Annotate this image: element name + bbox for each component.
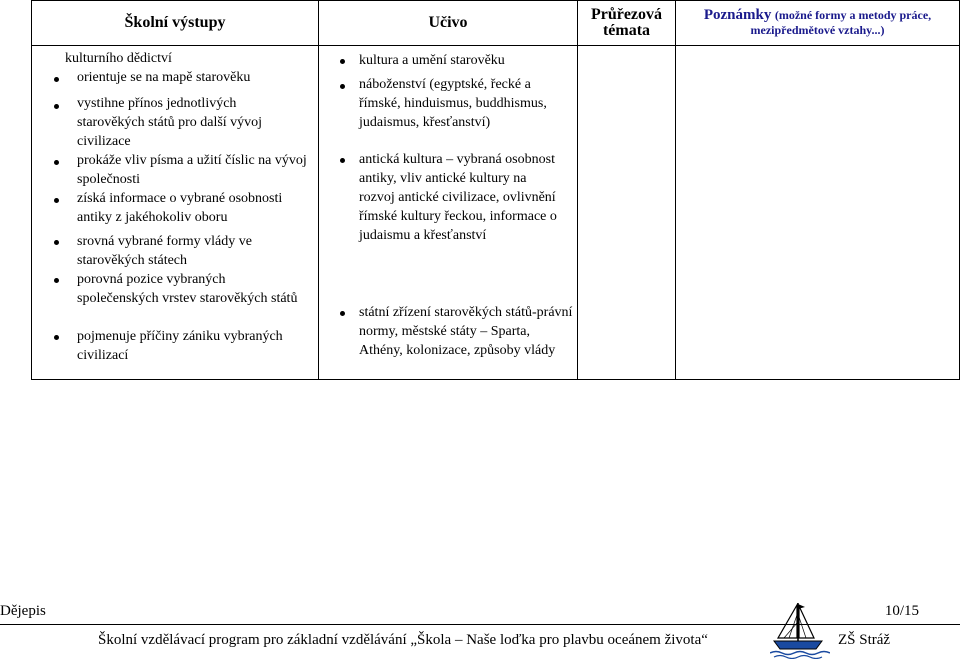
outcomes-cell xyxy=(32,46,319,380)
outcome-item: pojmenuje příčiny zániku vybraných civilizací xyxy=(77,329,283,363)
bullet-icon xyxy=(54,335,59,340)
outcome-item: kulturního dědictví xyxy=(65,51,172,66)
outcome-item: prokáže vliv písma a užití číslic na vývoj společnosti xyxy=(77,153,307,187)
footer-page-number: 10/15 xyxy=(884,603,919,619)
outcome-item: vystihne přínos jednotlivých starověkých států pro další vývoj civilizace xyxy=(77,96,263,149)
outcome-item: získá informace o vybrané osobnosti antiky z jakéhokoliv oboru xyxy=(77,191,283,225)
header-notes xyxy=(676,1,960,46)
bullet-icon xyxy=(54,160,59,165)
bullet-icon xyxy=(54,198,59,203)
body-row xyxy=(32,46,960,380)
bullet-icon xyxy=(54,278,59,283)
header-content: Učivo xyxy=(319,1,578,46)
footer-school-name: ZŠ Stráž xyxy=(838,632,891,648)
themes-cell xyxy=(578,46,676,380)
footer-divider xyxy=(0,624,960,625)
bullet-icon xyxy=(54,240,59,245)
content-cell xyxy=(319,46,578,380)
outcome-item: porovná pozice vybraných společenských vrstev starověkých států xyxy=(77,272,298,306)
bullet-icon xyxy=(340,59,345,64)
header-row xyxy=(32,1,960,46)
bullet-icon xyxy=(340,84,345,89)
outcome-item: srovná vybrané formy vlády ve starověkých státech xyxy=(77,234,252,268)
header-outcomes: Školní výstupy xyxy=(32,1,319,46)
sailboat-icon xyxy=(770,603,830,659)
bullet-icon xyxy=(340,311,345,316)
bullet-icon xyxy=(54,77,59,82)
content-item: kultura a umění starověku xyxy=(359,53,505,68)
content-item: antická kultura – vybraná osobnost antiky, vliv antické kultury na rozvoj antické civilizace, ovlivnění římské kultury řeckou, informace o judaismu a křesťanství xyxy=(359,152,557,243)
footer-subject: Dějepis xyxy=(0,603,46,619)
bullet-icon xyxy=(54,104,59,109)
content-item: náboženství (egyptské, řecké a římské, hinduismus, buddhismus, judaismus, křesťanství) xyxy=(359,77,547,130)
footer-program-title: Školní vzdělávací program pro základní vzdělávání „Škola – Naše loďka pro plavbu oceánem života“ xyxy=(98,632,708,648)
outcome-item: orientuje se na mapě starověku xyxy=(77,70,251,85)
bullet-icon xyxy=(340,158,345,163)
curriculum-table xyxy=(31,0,960,380)
content-item: státní zřízení starověkých států-právní normy, městské státy – Sparta, Athény, kolonizace, způsoby vlády xyxy=(359,305,573,358)
notes-title: Poznámky xyxy=(703,7,772,23)
header-themes: Průřezová témata xyxy=(578,1,676,46)
notes-subtitle: (možné formy a metody práce, mezipředmětové vztahy...) xyxy=(750,8,932,37)
notes-cell xyxy=(676,46,960,380)
